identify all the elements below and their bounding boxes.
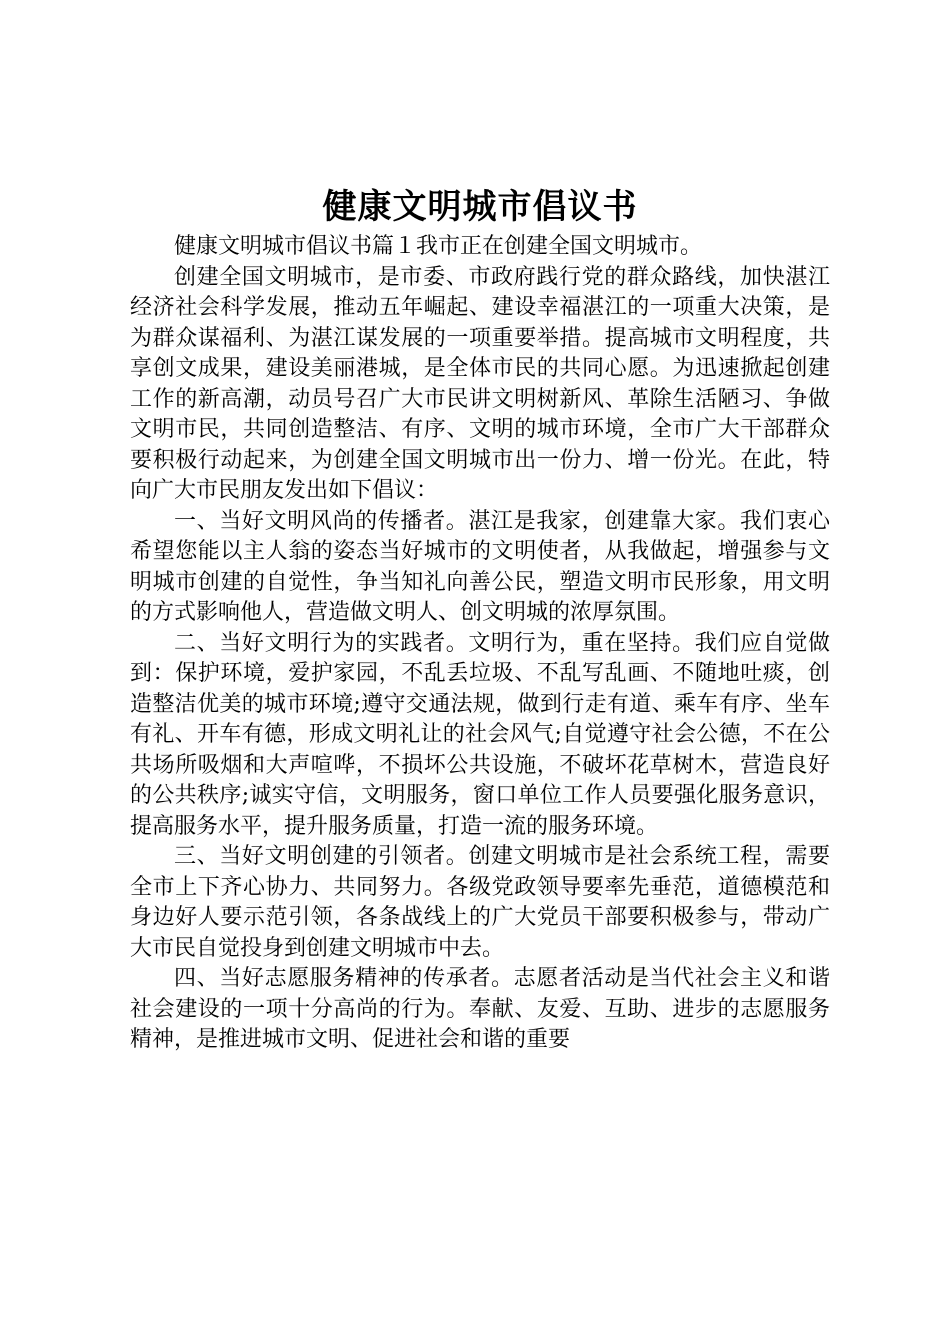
paragraph-proposal-2: 二、当好文明行为的实践者。文明行为，重在坚持。我们应自觉做到：保护环境，爱护家园，不乱丢垃圾、不乱写乱画、不随地吐痰，创造整洁优美的城市环境;遵守交通法规，做到行走有道、乘车有序、坐车有礼、开车有德，形成文明礼让的社会风气;自觉遵守社会公德，不在公共场所吸烟和大声喧哗，不损坏公共设施，不破坏花草树木，营造良好的公共秩序;诚实守信，文明服务，窗口单位工作人员要强化服务意识，提高服务水平，提升服务质量，打造一流的服务环境。 bbox=[130, 630, 830, 839]
document-page bbox=[130, 184, 830, 1056]
paragraph-proposal-3: 三、当好文明创建的引领者。创建文明城市是社会系统工程，需要全市上下齐心协力、共同努力。各级党政领导要率先垂范，道德模范和身边好人要示范引领，各条战线上的广大党员干部要积极参与，带动广大市民自觉投身到创建文明城市中去。 bbox=[130, 844, 830, 961]
document-title: 健康文明城市倡议书 bbox=[322, 187, 638, 227]
paragraph-proposal-1: 一、当好文明风尚的传播者。湛江是我家，创建靠大家。我们衷心希望您能以主人翁的姿态当好城市的文明使者，从我做起，增强参与文明城市创建的自觉性，争当知礼向善公民，塑造文明市民形象，用文明的方式影响他人，营造做文明人、创文明城的浓厚氛围。 bbox=[130, 508, 830, 625]
paragraph-proposal-4: 四、当好志愿服务精神的传承者。志愿者活动是当代社会主义和谐社会建设的一项十分高尚的行为。奉献、友爱、互助、进步的志愿服务精神，是推进城市文明、促进社会和谐的重要 bbox=[130, 966, 830, 1052]
paragraph-intro: 健康文明城市倡议书篇１我市正在创建全国文明城市。 bbox=[174, 234, 703, 259]
paragraph-background: 创建全国文明城市，是市委、市政府践行党的群众路线，加快湛江经济社会科学发展，推动五年崛起、建设幸福湛江的一项重大决策，是为群众谋福利、为湛江谋发展的一项重要举措。提高城市文明程度，共享创文成果，建设美丽港城，是全体市民的共同心愿。为迅速掀起创建工作的新高潮，动员号召广大市民讲文明树新风、革除生活陋习、争做文明市民，共同创造整洁、有序、文明的城市环境，全市广大干部群众要积极行动起来，为创建全国文明城市出一份力、增一份光。在此，特向广大市民朋友发出如下倡议： bbox=[130, 264, 830, 503]
